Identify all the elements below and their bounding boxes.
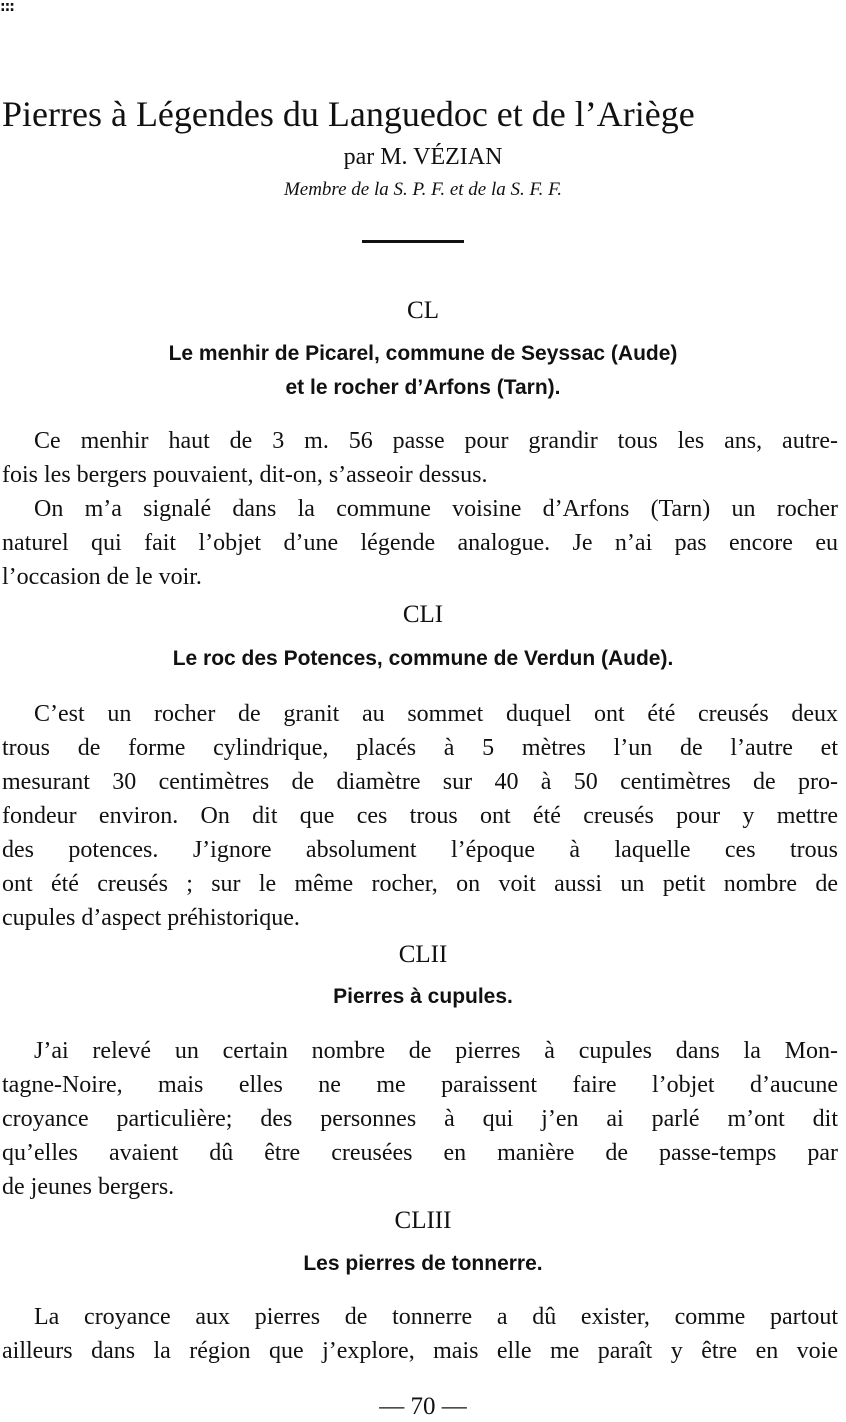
paragraph-line: J’ai relevé un certain nombre de pierres à cupules dans la Mon- — [34, 1038, 838, 1064]
paragraph-line: mesurant 30 centimètres de diamètre sur 40 à 50 centimètres de pro- — [2, 769, 838, 795]
paragraph-line: des potences. J’ignore absolument l’époque à laquelle ces trous — [2, 837, 838, 863]
paragraph-line: naturel qui fait l’objet d’une légende analogue. Je n’ai pas encore eu — [2, 530, 838, 556]
paragraph-line: l’occasion de le voir. — [2, 564, 202, 590]
paragraph-clii-1 — [2, 1034, 838, 1204]
paragraph-line: ont été creusés ; sur le même rocher, on voit aussi un petit nombre de — [2, 871, 838, 897]
paragraph-line: de jeunes bergers. — [2, 1174, 175, 1200]
paragraph-cl-1 — [2, 424, 838, 492]
membership-line: Membre de la S. P. F. et de la S. F. F. — [283, 179, 563, 200]
section-heading-cl-line-2: et le rocher d’Arfons (Tarn). — [285, 376, 561, 399]
section-heading-cl-line-1: Le menhir de Picarel, commune de Seyssac (Aude) — [168, 342, 678, 365]
paragraph-line: Ce menhir haut de 3 m. 56 passe pour grandir tous les ans, autre- — [34, 428, 838, 454]
section-numeral-clii: CLII — [398, 941, 448, 968]
paragraph-line: cupules d’aspect préhistorique. — [2, 905, 300, 931]
paragraph-line: trous de forme cylindrique, placés à 5 mètres l’un de l’autre et — [2, 735, 838, 761]
paragraph-line: La croyance aux pierres de tonnerre a dû exister, comme partout — [34, 1304, 838, 1330]
paragraph-line: fois les bergers pouvaient, dit-on, s’asseoir dessus. — [2, 462, 488, 488]
title-divider — [362, 240, 464, 243]
page-number: — 70 — — [379, 1393, 467, 1420]
paragraph-line: croyance particulière; des personnes à qui j’en ai parlé m’ont dit — [2, 1106, 838, 1132]
paragraph-line: fondeur environ. On dit que ces trous ont été creusés pour y mettre — [2, 803, 838, 829]
article-title: Pierres à Légendes du Languedoc et de l’Ariège — [2, 94, 695, 134]
paragraph-cliii-1 — [2, 1300, 838, 1368]
section-numeral-cl: CL — [407, 297, 439, 324]
section-numeral-cli: CLI — [402, 601, 444, 628]
corner-mark: ::: — [0, 0, 14, 15]
paragraph-cli-1 — [2, 697, 838, 935]
paragraph-line: qu’elles avaient dû être creusées en manière de passe-temps par — [2, 1140, 838, 1166]
paragraph-cl-2 — [2, 492, 838, 594]
section-heading-cliii: Les pierres de tonnerre. — [303, 1252, 543, 1275]
section-heading-cli: Le roc des Potences, commune de Verdun (Aude). — [172, 647, 674, 670]
paragraph-line: ailleurs dans la région que j’explore, mais elle me paraît y être en voie — [2, 1338, 838, 1364]
paragraph-line: C’est un rocher de granit au sommet duquel ont été creusés deux — [34, 701, 838, 727]
paragraph-line: tagne-Noire, mais elles ne me paraissent faire l’objet d’aucune — [2, 1072, 838, 1098]
author-line: par M. VÉZIAN — [343, 144, 503, 170]
section-numeral-cliii: CLIII — [394, 1207, 452, 1234]
section-heading-clii: Pierres à cupules. — [333, 985, 513, 1008]
paragraph-line: On m’a signalé dans la commune voisine d’Arfons (Tarn) un rocher — [34, 496, 838, 522]
